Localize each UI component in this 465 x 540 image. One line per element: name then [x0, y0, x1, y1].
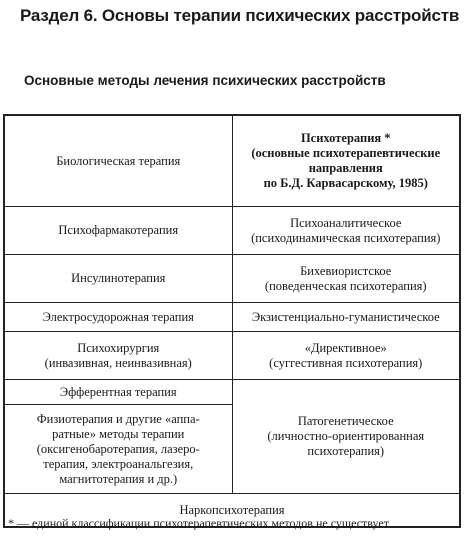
- table-row: [4, 303, 460, 332]
- table-row: [4, 380, 460, 405]
- table-header-row: [4, 115, 460, 207]
- section-title: Раздел 6. Основы терапии психических расстройств: [20, 6, 460, 25]
- table-row: [4, 207, 460, 255]
- cell-psychoanalytic: Психоаналитическое (психодинамическая психотерапия): [232, 207, 460, 255]
- cell-pathogenetic: Патогенетическое (личностно-ориентированная психотерапия): [232, 380, 460, 494]
- table-row: [4, 332, 460, 380]
- footnote: * — единой классификации психотерапевтических методов не существует: [8, 516, 389, 530]
- cell-narcopsychotherapy: Наркопсихотерапия: [4, 494, 460, 528]
- header-biological-therapy: Биологическая терапия: [4, 115, 232, 207]
- cell-psychopharmacotherapy: Психофармакотерапия: [4, 207, 232, 255]
- methods-table: [3, 114, 461, 528]
- cell-existential: Экзистенциально-гуманистическое: [232, 303, 460, 332]
- cell-directive: «Директивное» (суггестивная психотерапия): [232, 332, 460, 380]
- cell-insulin-therapy: Инсулинотерапия: [4, 255, 232, 303]
- cell-efferent-therapy: Эфферентная терапия: [4, 380, 232, 405]
- cell-psychosurgery: Психохирургия (инвазивная, неинвазивная): [4, 332, 232, 380]
- table-row: [4, 255, 460, 303]
- header-psychotherapy: Психотерапия * (основные психотерапевтические направления по Б.Д. Карвасарскому, 1985): [232, 115, 460, 207]
- table-title: Основные методы лечения психических расстройств: [24, 73, 386, 88]
- cell-electroconvulsive: Электросудорожная терапия: [4, 303, 232, 332]
- cell-behaviorist: Бихевиористское (поведенческая психотерапия): [232, 255, 460, 303]
- cell-physiotherapy: Физиотерапия и другие «аппа- ратные» методы терапии (оксигенобаротерапия, лазеро- терапия, электроанальгезия, магнитотерапия и др.): [4, 405, 232, 494]
